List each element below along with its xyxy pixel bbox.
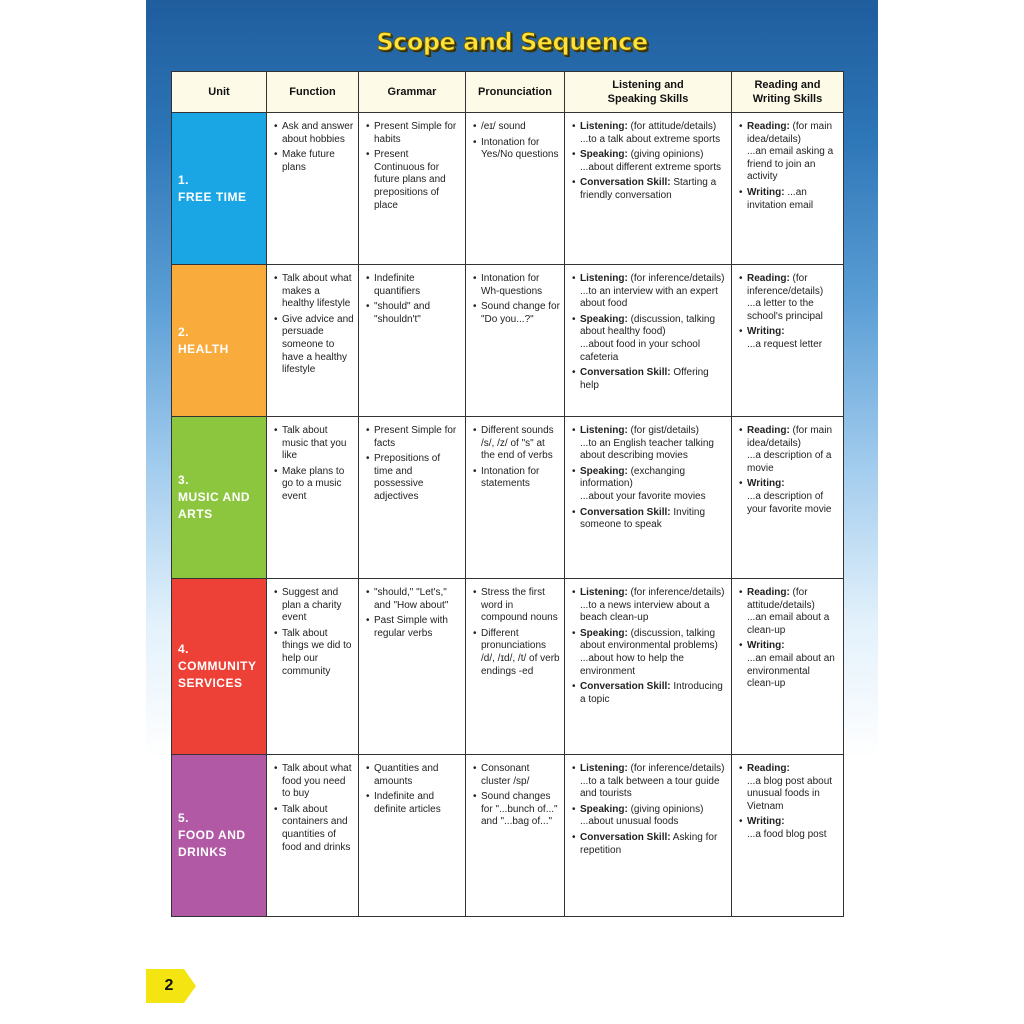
skill-text: (for inference/details) ...to an interview with an expert about food — [580, 273, 725, 310]
skill-item — [572, 121, 727, 146]
skill-text: Starting a friendly conversation — [580, 177, 717, 201]
table-row — [172, 265, 844, 417]
reading-writing-cell — [732, 265, 844, 417]
skill-text: Inviting someone to speak — [580, 506, 706, 531]
table-row — [172, 417, 844, 579]
list-item: • Sound change for "Do you...?" — [473, 301, 560, 326]
grammar-cell — [359, 579, 466, 755]
pronunciation-cell — [466, 417, 565, 579]
skill-label: Reading: — [747, 763, 790, 774]
function-list — [267, 579, 358, 678]
table-header-row — [172, 72, 844, 113]
reading-writing-cell — [732, 755, 844, 917]
skill-item — [739, 326, 839, 351]
pronunciation-list — [466, 113, 564, 162]
skill-text: Asking for repetition — [580, 831, 718, 856]
header-pronunciation: Pronunciation — [466, 72, 565, 113]
unit-cell — [172, 265, 267, 417]
unit-number: 1. — [178, 172, 190, 187]
skill-label: Conversation Skill: — [580, 831, 671, 843]
list-item: • Different pronunciations /d/, /ɪd/, /t/ of verb endings -ed — [473, 628, 560, 678]
skill-text: (for inference/details) ...to a talk between a tour guide and tourists — [580, 763, 725, 800]
skill-text: ...an invitation email — [747, 186, 814, 211]
skill-item — [572, 763, 727, 801]
header-grammar: Grammar — [359, 72, 466, 113]
skill-label: Listening: — [580, 121, 628, 132]
skill-text: (for inference/details) ...a letter to the school's principal — [747, 273, 824, 322]
skill-item — [572, 425, 727, 463]
grammar-list — [359, 579, 465, 640]
skill-item — [739, 640, 839, 690]
skill-label: Speaking: — [580, 465, 628, 477]
list-item: • Stress the first word in compound nouns — [473, 587, 560, 625]
function-list — [267, 113, 358, 174]
list-item: • "should" and "shouldn't" — [366, 301, 461, 326]
listening-speaking-cell — [565, 579, 732, 755]
list-item: • Talk about what makes a healthy lifestyle — [274, 273, 354, 311]
skill-item — [572, 587, 727, 625]
table-row — [172, 579, 844, 755]
function-list — [267, 265, 358, 377]
header-reading-writing: Reading and Writing Skills — [732, 72, 844, 113]
list-item: • Intonation for Yes/No questions — [473, 137, 560, 162]
reading-writing-list — [732, 417, 843, 516]
grammar-list — [359, 113, 465, 212]
list-item: • Past Simple with regular verbs — [366, 615, 461, 640]
unit-cell — [172, 113, 267, 265]
unit-number: 3. — [178, 473, 190, 487]
unit-cell — [172, 579, 267, 755]
pronunciation-cell — [466, 579, 565, 755]
skill-text: (for attitude/details) ...an email about a clean-up — [747, 587, 830, 636]
skill-label: Listening: — [580, 273, 628, 284]
list-item: • Make future plans — [274, 149, 354, 174]
reading-writing-cell — [732, 579, 844, 755]
skill-text: (discussion, talking about environmental problems) ...about how to help the environment — [580, 627, 718, 677]
header-function: Function — [267, 72, 359, 113]
skill-label: Listening: — [580, 763, 628, 774]
skill-text: ...a request letter — [747, 338, 823, 350]
list-item: • Present Continuous for future plans and prepositions of place — [366, 149, 461, 212]
skill-item — [739, 763, 839, 813]
skill-item — [572, 804, 727, 829]
list-item: • Present Simple for facts — [366, 425, 461, 450]
reading-writing-cell — [732, 417, 844, 579]
grammar-list — [359, 755, 465, 816]
grammar-cell — [359, 755, 466, 917]
skill-item — [739, 425, 839, 475]
skill-label: Conversation Skill: — [580, 367, 671, 379]
grammar-cell — [359, 417, 466, 579]
function-list — [267, 417, 358, 504]
function-cell — [267, 265, 359, 417]
pronunciation-list — [466, 755, 564, 829]
unit-cell — [172, 755, 267, 917]
skill-item — [572, 628, 727, 678]
list-item: • Ask and answer about hobbies — [274, 121, 354, 146]
unit-name: FOOD AND DRINKS — [178, 828, 246, 859]
skill-label: Reading: — [747, 121, 790, 132]
pronunciation-list — [466, 579, 564, 678]
skill-label: Conversation Skill: — [580, 681, 671, 693]
skill-text: ...a blog post about unusual foods in Vietnam — [747, 775, 833, 812]
function-cell — [267, 755, 359, 917]
skill-text: (exchanging information) ...about your favorite movies — [580, 465, 706, 502]
table-row — [172, 755, 844, 917]
skill-text: (for inference/details) ...to a news interview about a beach clean-up — [580, 587, 725, 624]
list-item: • Talk about containers and quantities of food and drinks — [274, 804, 354, 854]
listening-speaking-list — [565, 579, 731, 706]
skill-item — [572, 273, 727, 311]
list-item: • Talk about things we did to help our community — [274, 628, 354, 678]
list-item: • Give advice and persuade someone to have a healthy lifestyle — [274, 314, 354, 377]
skill-label: Writing: — [747, 186, 785, 198]
unit-number: 2. — [178, 324, 190, 339]
skill-label: Conversation Skill: — [580, 506, 671, 518]
skill-text: ...an email about an environmental clean-up — [747, 652, 835, 690]
unit-number: 4. — [178, 642, 190, 656]
listening-speaking-list — [565, 755, 731, 857]
skill-label: Speaking: — [580, 313, 628, 325]
listening-speaking-cell — [565, 265, 732, 417]
skill-label: Conversation Skill: — [580, 177, 671, 189]
skill-label: Writing: — [747, 640, 785, 652]
skill-text: (giving opinions) ...about different extreme sports — [580, 149, 722, 173]
skill-text: Introducing a topic — [580, 681, 723, 705]
skill-item — [572, 681, 727, 706]
listening-speaking-list — [565, 113, 731, 203]
list-item: • Prepositions of time and possessive adjectives — [366, 453, 461, 503]
reading-writing-list — [732, 579, 843, 691]
reading-writing-list — [732, 755, 843, 842]
pronunciation-cell — [466, 755, 565, 917]
skill-label: Reading: — [747, 587, 790, 598]
list-item: • Consonant cluster /sp/ — [473, 763, 560, 788]
skill-label: Writing: — [747, 326, 785, 338]
skill-item — [739, 121, 839, 184]
skill-item — [739, 816, 839, 841]
list-item: • Different sounds /s/, /z/ of "s" at the end of verbs — [473, 425, 560, 463]
list-item: • "should," "Let's," and "How about" — [366, 587, 461, 612]
unit-number: 5. — [178, 811, 190, 825]
list-item: • Quantities and amounts — [366, 763, 461, 788]
skill-item — [572, 466, 727, 504]
skill-item — [572, 177, 727, 202]
unit-name: HEALTH — [178, 341, 229, 356]
skill-item — [739, 273, 839, 323]
listening-speaking-cell — [565, 113, 732, 265]
listening-speaking-list — [565, 417, 731, 532]
list-item: • Intonation for Wh-questions — [473, 273, 560, 298]
grammar-cell — [359, 113, 466, 265]
skill-item — [739, 187, 839, 212]
listening-speaking-cell — [565, 755, 732, 917]
reading-writing-list — [732, 265, 843, 352]
grammar-cell — [359, 265, 466, 417]
skill-item — [739, 478, 839, 516]
header-unit: Unit — [172, 72, 267, 113]
skill-label: Listening: — [580, 425, 628, 436]
list-item: • Make plans to go to a music event — [274, 466, 354, 504]
skill-label: Reading: — [747, 273, 790, 284]
grammar-list — [359, 265, 465, 326]
function-cell — [267, 417, 359, 579]
skill-item — [572, 314, 727, 364]
function-cell — [267, 113, 359, 265]
skill-text: (discussion, talking about healthy food) ...about food in your school cafeteria — [580, 313, 716, 363]
list-item: • Indefinite quantifiers — [366, 273, 461, 298]
function-list — [267, 755, 358, 854]
list-item: • Suggest and plan a charity event — [274, 587, 354, 625]
skill-item — [572, 367, 727, 392]
skill-text: ...a food blog post — [747, 828, 827, 840]
list-item: • Present Simple for habits — [366, 121, 461, 146]
listening-speaking-cell — [565, 417, 732, 579]
skill-label: Speaking: — [580, 627, 628, 639]
skill-label: Speaking: — [580, 803, 628, 815]
skill-text: (giving opinions) ...about unusual foods — [580, 803, 704, 828]
pronunciation-list — [466, 417, 564, 491]
skill-label: Writing: — [747, 478, 785, 490]
pronunciation-list — [466, 265, 564, 326]
skill-text: ...a description of your favorite movie — [747, 490, 832, 515]
skill-label: Reading: — [747, 425, 790, 436]
reading-writing-list — [732, 113, 843, 212]
function-cell — [267, 579, 359, 755]
skill-item — [572, 507, 727, 532]
skill-text: (for main idea/details) ...an email asking a friend to join an activity — [747, 121, 834, 183]
header-listening-speaking: Listening and Speaking Skills — [565, 72, 732, 113]
scope-sequence-table — [171, 71, 844, 917]
skill-item — [572, 832, 727, 857]
unit-name: MUSIC AND ARTS — [178, 490, 251, 521]
list-item: • /eɪ/ sound — [473, 121, 560, 134]
unit-name: FREE TIME — [178, 189, 247, 204]
unit-cell — [172, 417, 267, 579]
skill-item — [572, 149, 727, 174]
pronunciation-cell — [466, 113, 565, 265]
page-title: Scope and Sequence — [376, 28, 648, 56]
skill-label: Writing: — [747, 816, 785, 828]
skill-text: (for gist/details) ...to an English teacher talking about describing movies — [580, 425, 714, 462]
skill-label: Speaking: — [580, 149, 628, 161]
skill-text: Offering help — [580, 367, 709, 391]
skill-text: (for main idea/details) ...a description of a movie — [747, 425, 833, 474]
listening-speaking-list — [565, 265, 731, 392]
list-item: • Talk about what food you need to buy — [274, 763, 354, 801]
grammar-list — [359, 417, 465, 504]
list-item: • Intonation for statements — [473, 466, 560, 491]
pronunciation-cell — [466, 265, 565, 417]
skill-text: (for attitude/details) ...to a talk about extreme sports — [580, 121, 721, 145]
list-item: • Indefinite and definite articles — [366, 791, 461, 816]
skill-item — [739, 587, 839, 637]
skill-label: Listening: — [580, 587, 628, 598]
unit-name: COMMUNITY SERVICES — [178, 659, 257, 690]
reading-writing-cell — [732, 113, 844, 265]
list-item: • Sound changes for "...bunch of..." and "...bag of..." — [473, 791, 560, 829]
table-row — [172, 113, 844, 265]
list-item: • Talk about music that you like — [274, 425, 354, 463]
page-number: 2 — [164, 977, 174, 994]
